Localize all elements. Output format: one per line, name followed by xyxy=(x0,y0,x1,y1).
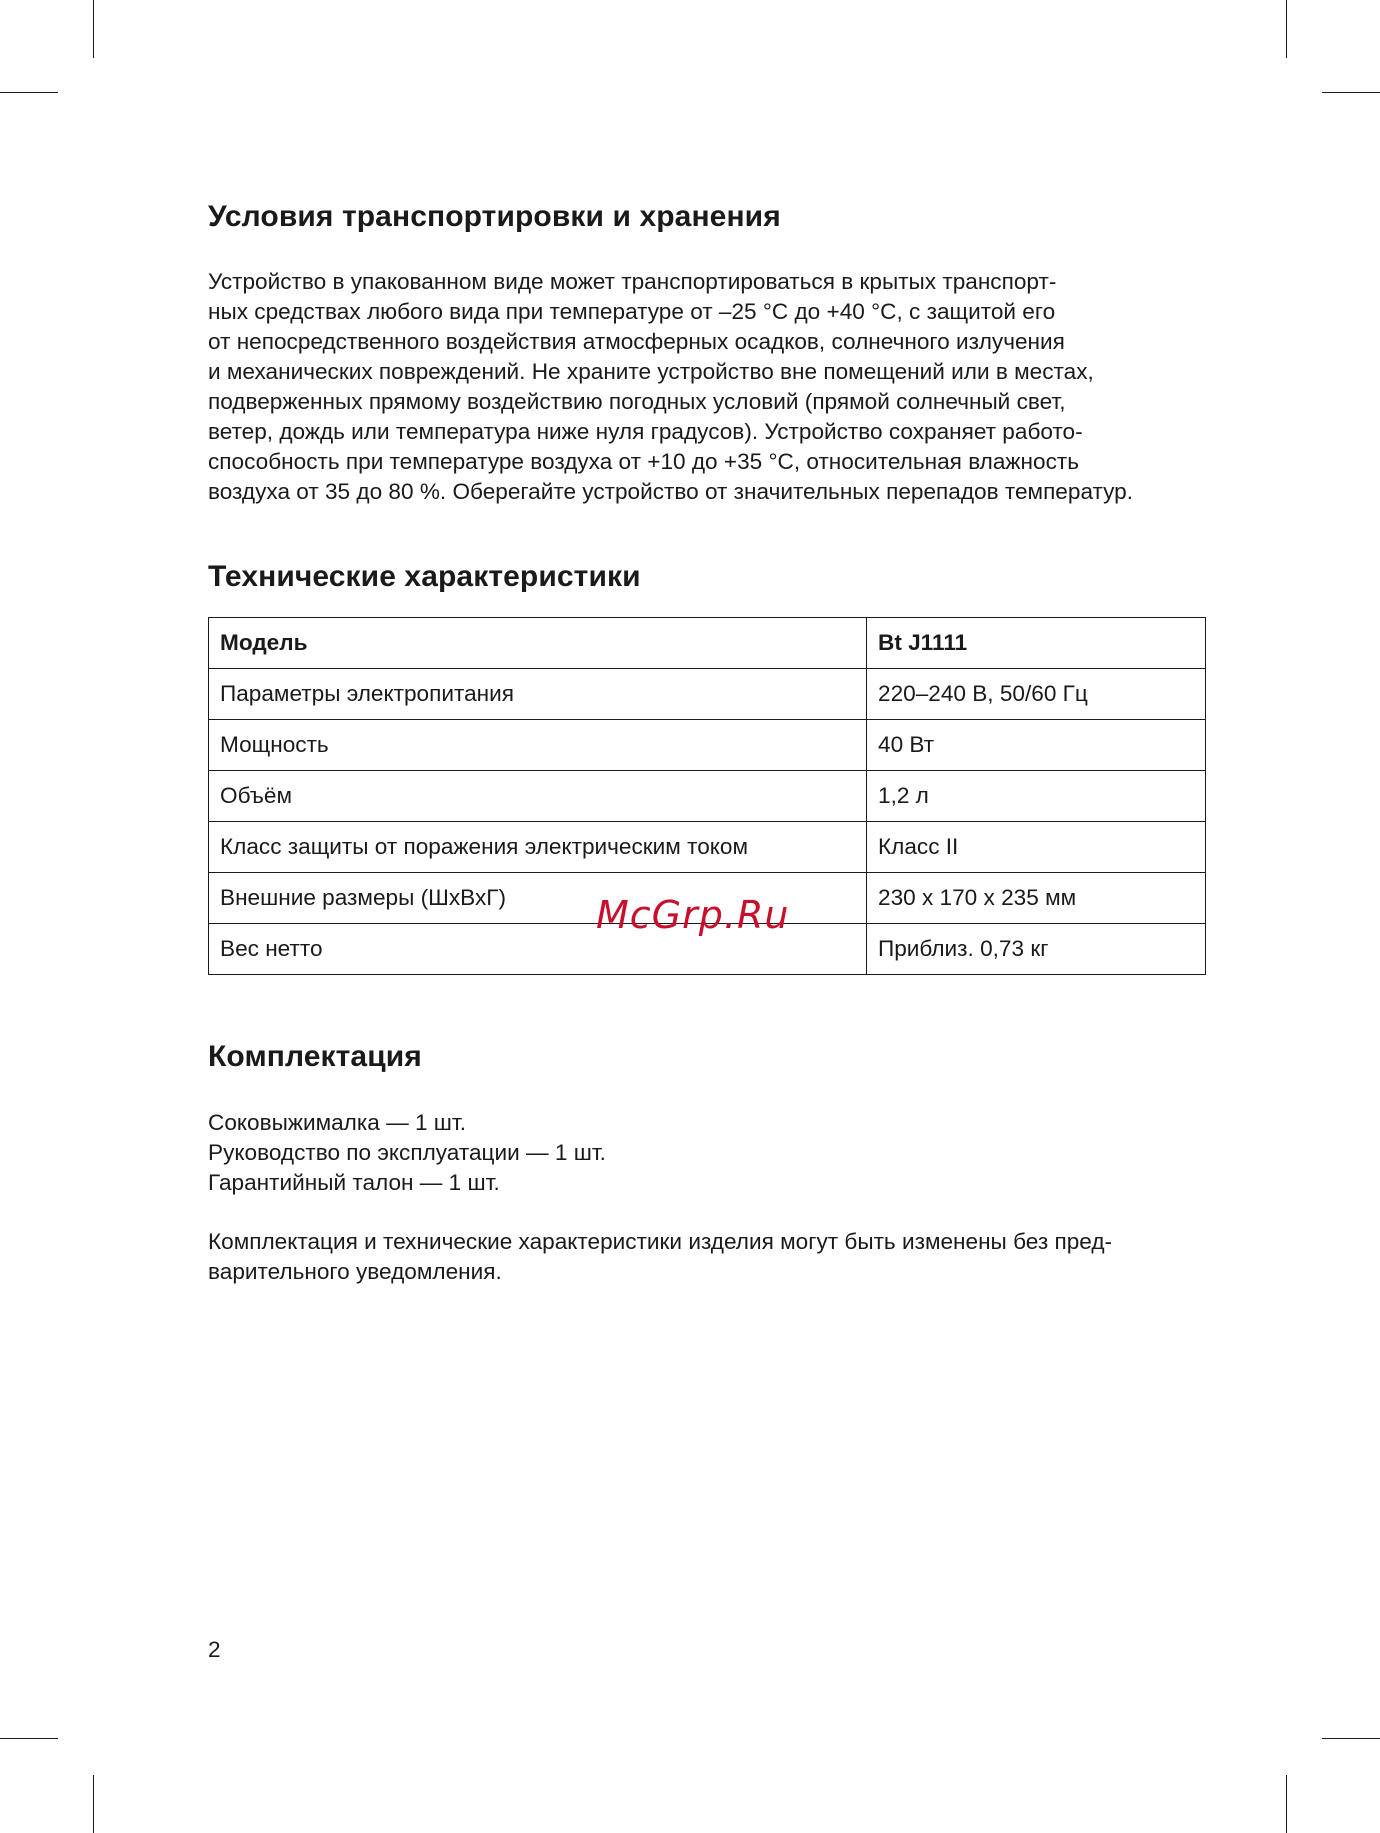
table-row xyxy=(209,618,1206,669)
spec-label: Модель xyxy=(209,618,867,669)
watermark: McGrp.Ru xyxy=(596,893,790,937)
table-row xyxy=(209,771,1206,822)
crop-mark-bottom-left-horizontal xyxy=(0,1738,58,1739)
transport-line: способность при температуре воздуха от +10 до +35 °С, относительная влажность xyxy=(208,449,1079,474)
crop-mark-top-right-vertical xyxy=(1286,0,1287,58)
list-item: Руководство по эксплуатации — 1 шт. xyxy=(208,1140,606,1165)
specs-heading: Технические характеристики xyxy=(208,560,641,593)
transport-line: и механических повреждений. Не храните устройство вне помещений или в местах, xyxy=(208,359,1094,384)
package-heading: Комплектация xyxy=(208,1040,422,1073)
transport-line: ных средствах любого вида при температуре от –25 °С до +40 °С, с защитой его xyxy=(208,299,1056,324)
transport-line: ветер, дождь или температура ниже нуля градусов). Устройство сохраняет работо- xyxy=(208,419,1083,444)
list-item: Гарантийный талон — 1 шт. xyxy=(208,1170,500,1195)
transport-line: от непосредственного воздействия атмосферных осадков, солнечного излучения xyxy=(208,329,1065,354)
crop-mark-top-right-horizontal xyxy=(1322,92,1380,93)
spec-label: Вес нетто xyxy=(209,924,867,975)
table-row xyxy=(209,669,1206,720)
crop-mark-top-left-horizontal xyxy=(0,92,58,93)
page-number: 2 xyxy=(208,1637,221,1662)
note-line: варительного уведомления. xyxy=(208,1259,502,1284)
spec-label: Мощность xyxy=(209,720,867,771)
transport-heading: Условия транспортировки и хранения xyxy=(208,200,781,233)
spec-value: 40 Вт xyxy=(867,720,1206,771)
table-row xyxy=(209,720,1206,771)
spec-value: Bt J1111 xyxy=(867,618,1206,669)
note-line: Комплектация и технические характеристики изделия могут быть изменены без пред- xyxy=(208,1229,1113,1254)
spec-label: Объём xyxy=(209,771,867,822)
spec-value: Приблиз. 0,73 кг xyxy=(867,924,1206,975)
package-list xyxy=(208,1108,606,1198)
transport-paragraph xyxy=(208,267,1133,507)
spec-value: Класс II xyxy=(867,822,1206,873)
list-item: Соковыжималка — 1 шт. xyxy=(208,1110,467,1135)
spec-value: 230 x 170 x 235 мм xyxy=(867,873,1206,924)
spec-label: Класс защиты от поражения электрическим током xyxy=(209,822,867,873)
transport-line: подверженных прямому воздействию погодных условий (прямой солнечный свет, xyxy=(208,389,1066,414)
spec-value: 1,2 л xyxy=(867,771,1206,822)
transport-line: Устройство в упакованном виде может транспортироваться в крытых транспорт- xyxy=(208,269,1057,294)
transport-line: воздуха от 35 до 80 %. Оберегайте устройство от значительных перепадов температур. xyxy=(208,479,1133,504)
crop-mark-top-left-vertical xyxy=(93,0,94,58)
spec-value: 220–240 В, 50/60 Гц xyxy=(867,669,1206,720)
spec-label: Параметры электропитания xyxy=(209,669,867,720)
crop-mark-bottom-right-vertical xyxy=(1286,1775,1287,1833)
spec-label: Внешние размеры (ШхВхГ) xyxy=(209,873,867,924)
table-row xyxy=(209,822,1206,873)
package-note xyxy=(208,1227,1112,1287)
crop-mark-bottom-right-horizontal xyxy=(1322,1738,1380,1739)
crop-mark-bottom-left-vertical xyxy=(93,1775,94,1833)
